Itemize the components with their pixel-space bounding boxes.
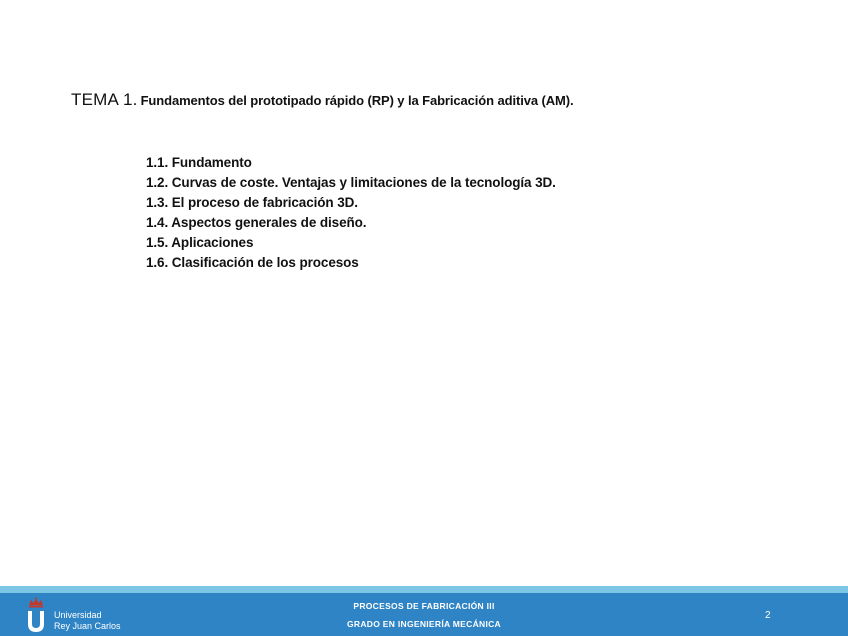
- course-name: PROCESOS DE FABRICACIÓN III: [353, 601, 495, 611]
- toc-item: 1.6. Clasificación de los procesos: [146, 255, 359, 270]
- footer-bar: [0, 593, 848, 636]
- title-text: Fundamentos del prototipado rápido (RP) y la Fabricación aditiva (AM).: [140, 93, 574, 108]
- logo-line-1: Universidad: [54, 610, 102, 620]
- slide-title: [71, 90, 573, 110]
- toc-item: 1.5. Aplicaciones: [146, 235, 254, 250]
- toc-item: 1.4. Aspectos generales de diseño.: [146, 215, 367, 230]
- footer-stripe: [0, 586, 848, 593]
- logo-line-2: Rey Juan Carlos: [54, 621, 121, 631]
- degree-name: GRADO EN INGENIERÍA MECÁNICA: [346, 619, 501, 629]
- toc-item: 1.3. El proceso de fabricación 3D.: [146, 195, 358, 210]
- title-prefix: TEMA 1.: [71, 90, 138, 109]
- toc-item: 1.2. Curvas de coste. Ventajas y limitaciones de la tecnología 3D.: [146, 175, 556, 190]
- page-number: 2: [765, 610, 771, 621]
- toc-item: 1.1. Fundamento: [146, 155, 252, 170]
- table-of-contents: [146, 153, 556, 273]
